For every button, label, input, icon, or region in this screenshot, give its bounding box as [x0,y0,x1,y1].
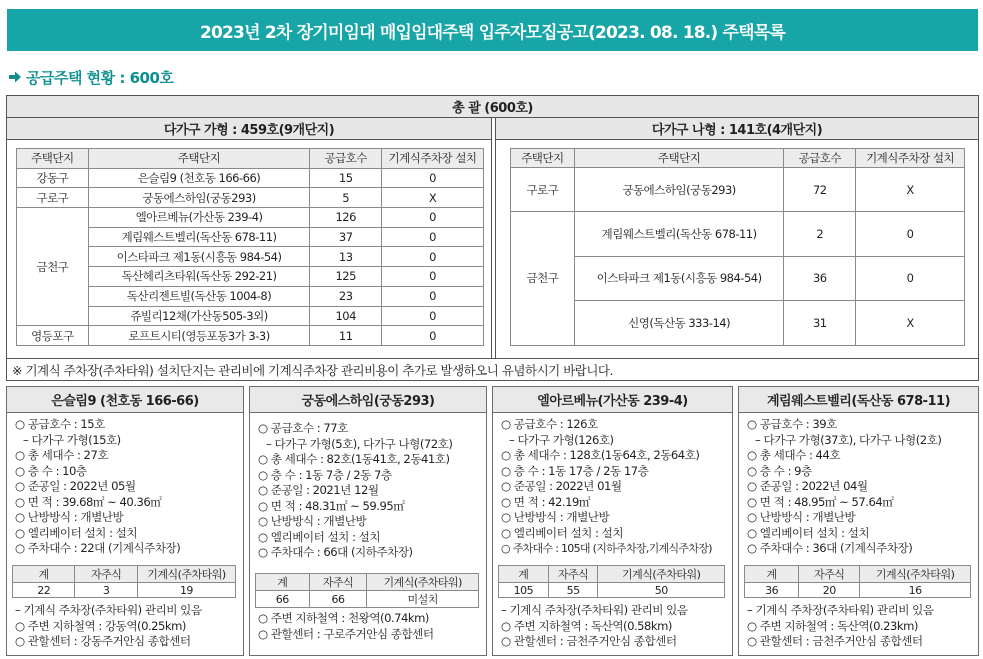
units-cell: 125 [310,267,382,287]
table-row [511,212,965,256]
units-cell: 5 [310,188,382,208]
complex-name-cell: 궁동에스하임(궁동293) [574,168,784,212]
district-cell: 강동구 [17,168,89,188]
column-header: 주택단지 [88,149,310,169]
card-details [501,417,712,557]
table-row [511,168,965,212]
units-cell: 104 [310,306,382,326]
detail-line: ○ 공급호수 : 77호 [258,421,348,435]
detail-line: – 기계식 주차장(주차타워) 관리비 있음 [501,603,688,617]
detail-line: ○ 층 수 : 9층 [747,463,812,478]
district-cell: 구로구 [17,188,89,208]
detail-line: ○ 공급호수 : 39호 [747,417,837,431]
detail-line: ○ 총 세대수 : 27호 [15,448,109,462]
card-details [15,417,180,557]
card-extra [258,611,434,642]
mech-parking-cell: 0 [382,326,484,346]
type-ga-title: 다가구 가형 : 459호(9개단지) [7,118,491,140]
district-cell: 금천구 [17,208,89,326]
table-header-row [17,149,484,169]
table-row [256,591,479,608]
detail-line: ○ 관할센터 : 금천주거안심 종합센터 [501,634,677,648]
units-cell: 126 [310,208,382,228]
detail-line: ○ 면 적 : 48.31㎡ ~ 59.95㎡ [258,498,405,513]
detail-line: ○ 주변 지하철역 : 독산역(0.23km) [747,618,918,633]
complex-name-cell: 이스타파크 제1동(시흥동 984-54) [88,247,310,267]
complex-name-cell: 로프트시티(영등포동3가 3-3) [88,326,310,346]
page-banner-title: 2023년 2차 장기미임대 매입임대주택 입주자모집공고(2023. 08. 18.) 주택목록 [7,9,978,51]
type-na-table [510,148,965,346]
mech-parking-cell: 0 [382,267,484,287]
units-cell: 31 [784,301,856,345]
table-row [745,583,971,598]
table-row [17,326,484,346]
mech-parking-cell: 0 [856,256,965,300]
complex-card [6,386,244,656]
complex-name-cell: 엘아르베뉴(가산동 239-4) [88,208,310,228]
detail-line: ○ 난방방식 : 개별난방 [258,514,367,528]
column-header: 주택단지 [511,149,575,168]
parking-self: 66 [309,591,367,608]
parking-self: 20 [799,583,860,598]
section-heading-text: 공급주택 현황 : 600호 [26,68,174,87]
detail-line: ○ 총 세대수 : 128호(1동64호, 2동64호) [501,448,700,462]
units-cell: 11 [310,326,382,346]
parking-table [255,573,479,608]
column-header: 자주식 [548,566,598,583]
column-header: 계 [745,566,799,583]
complex-name-cell: 독산헤리츠타워(독산동 292-21) [88,267,310,287]
parking-total: 36 [745,583,799,598]
table-row [17,168,484,188]
detail-line: ○ 층 수 : 10층 [15,463,87,478]
detail-line: ○ 주차대수 : 22대 (기계식주차장) [15,541,181,555]
table-header-row [511,149,965,168]
table-row [13,583,236,598]
detail-line: ○ 준공일 : 2022년 05월 [15,479,136,493]
column-header: 자주식 [309,574,367,591]
column-header: 자주식 [75,566,137,583]
complex-name-cell: 궁동에스하임(궁동293) [88,188,310,208]
district-cell: 구로구 [511,168,575,212]
card-extra [747,603,934,650]
column-header: 계 [13,566,75,583]
column-header: 기계식(주차타워) [598,566,725,583]
detail-line: – 기계식 주차장(주차타워) 관리비 있음 [15,603,202,617]
table-header-row [499,566,725,583]
summary-panel [6,95,979,381]
mech-parking-cell: 0 [382,306,484,326]
mech-parking-cell: X [856,168,965,212]
card-extra [501,603,688,650]
card-title: 엘아르베뉴(가산동 239-4) [493,387,732,413]
complex-card [249,386,487,656]
column-header: 기계식주차장 설치 [856,149,965,168]
column-header: 계 [256,574,310,591]
table-row [511,301,965,345]
complex-name-cell: 신영(독산동 333-14) [574,301,784,345]
parking-table [12,565,236,598]
detail-line: ○ 엘리베이터 설치 : 설치 [747,525,870,540]
type-ga-table [16,148,484,346]
column-header: 공급호수 [310,149,382,169]
mech-parking-cell: X [382,188,484,208]
detail-line: ○ 준공일 : 2021년 12월 [258,483,379,497]
complex-name-cell: 은슬림9 (천호동 166-66) [88,168,310,188]
district-cell: 금천구 [511,212,575,345]
complex-card [738,386,979,656]
units-cell: 36 [784,256,856,300]
detail-line: ○ 주변 지하철역 : 독산역(0.58km) [501,618,672,633]
card-title: 은슬림9 (천호동 166-66) [7,387,243,413]
complex-card [492,386,733,656]
mech-parking-cell: 0 [382,208,484,228]
units-cell: 2 [784,212,856,256]
detail-line: ○ 준공일 : 2022년 04월 [747,479,868,493]
detail-line: – 다가구 가형(15호) [23,432,121,447]
units-cell: 23 [310,286,382,306]
arrow-right-icon [8,70,22,84]
detail-line: ○ 면 적 : 42.19㎡ [501,494,590,509]
detail-line: ○ 엘리베이터 설치 : 설치 [258,529,381,544]
detail-line: ○ 주변 지하철역 : 강동역(0.25km) [15,618,186,633]
table-header-row [13,566,236,583]
district-cell: 영등포구 [17,326,89,346]
type-na-title: 다가구 나형 : 141호(4개단지) [496,118,978,140]
column-header: 공급호수 [784,149,856,168]
mech-parking-cell: 0 [382,227,484,247]
column-header: 기계식주차장 설치 [382,149,484,169]
detail-line: ○ 주차대수 : 66대 (지하주차장) [258,545,413,559]
parking-table [498,565,725,598]
units-cell: 37 [310,227,382,247]
detail-line: ○ 총 세대수 : 82호(1동41호, 2동41호) [258,452,450,466]
detail-line: ○ 관할센터 : 구로주거안심 종합센터 [258,626,434,641]
detail-line: ○ 주변 지하철역 : 천왕역(0.74km) [258,611,429,625]
column-header: 기계식(주차타워) [860,566,971,583]
detail-line: ○ 면 적 : 39.68㎡ ~ 40.36㎡ [15,494,162,509]
detail-line: – 다가구 가형(126호) [509,432,614,447]
detail-line: ○ 관할센터 : 강동주거안심 종합센터 [15,634,191,648]
type-na-panel [495,118,978,358]
complex-name-cell: 쥬빌리12채(가산동505-3외) [88,306,310,326]
card-details [258,421,452,561]
card-title: 궁동에스하임(궁동293) [250,387,486,413]
table-row [499,583,725,598]
table-header-row [256,574,479,591]
complex-name-cell: 독산리젠트빌(독산동 1004-8) [88,286,310,306]
table-row [511,256,965,300]
mech-parking-cell: 0 [382,168,484,188]
parking-self: 3 [75,583,137,598]
detail-line: ○ 면 적 : 48.95㎡ ~ 57.64㎡ [747,494,894,509]
parking-mechanical: 미설치 [367,591,479,608]
card-title: 계림웨스트벨리(독산동 678-11) [739,387,978,413]
detail-line: ○ 엘리베이터 설치 : 설치 [15,525,138,540]
detail-line: ○ 준공일 : 2022년 01월 [501,479,622,493]
card-extra [15,603,202,650]
column-header: 주택단지 [574,149,784,168]
mech-parking-cell: 0 [856,212,965,256]
section-heading [8,67,173,87]
column-header: 기계식(주차타워) [367,574,479,591]
parking-notice: ※ 기계식 주차장(주차타워) 설치단지는 관리비에 기계식주차장 관리비용이 추가로 발생하오니 유념하시기 바랍니다. [7,358,978,380]
complex-name-cell: 계림웨스트벨리(독산동 678-11) [88,227,310,247]
detail-line: – 기계식 주차장(주차타워) 관리비 있음 [747,603,934,617]
mech-parking-cell: 0 [382,247,484,267]
table-row [17,208,484,228]
mech-parking-cell: X [856,301,965,345]
complex-name-cell: 이스타파크 제1동(시흥동 984-54) [574,256,784,300]
parking-total: 105 [499,583,549,598]
detail-line: ○ 난방방식 : 개별난방 [15,510,124,524]
detail-line: ○ 층 수 : 1동 17층 / 2동 17층 [501,463,649,478]
units-cell: 13 [310,247,382,267]
mech-parking-cell: 0 [382,286,484,306]
column-header: 주택단지 [17,149,89,169]
detail-line: ○ 층 수 : 1동 7층 / 2동 7층 [258,467,392,482]
parking-table [744,565,971,598]
detail-line: ○ 공급호수 : 126호 [501,417,598,431]
parking-total: 66 [256,591,310,608]
detail-line: ○ 주차대수 : 105대 (지하주차장,기계식주차장) [501,542,712,555]
detail-line: ○ 엘리베이터 설치 : 설치 [501,525,624,540]
column-header: 기계식(주차타워) [137,566,235,583]
detail-line: ○ 관할센터 : 금천주거안심 종합센터 [747,634,923,648]
table-header-row [745,566,971,583]
parking-mechanical: 16 [860,583,971,598]
detail-line: ○ 난방방식 : 개별난방 [747,510,856,524]
parking-self: 55 [548,583,598,598]
parking-mechanical: 50 [598,583,725,598]
column-header: 자주식 [799,566,860,583]
complex-name-cell: 계림웨스트벨리(독산동 678-11) [574,212,784,256]
table-row [17,188,484,208]
summary-title: 총 괄 (600호) [7,96,978,118]
detail-line: ○ 주차대수 : 36대 (기계식주차장) [747,541,913,555]
units-cell: 15 [310,168,382,188]
detail-line: ○ 난방방식 : 개별난방 [501,510,610,524]
type-ga-panel [7,118,492,358]
detail-line: ○ 총 세대수 : 44호 [747,448,841,462]
detail-line: – 다가구 가형(5호), 다가구 나형(72호) [266,436,453,451]
parking-mechanical: 19 [137,583,235,598]
detail-line: ○ 공급호수 : 15호 [15,417,105,431]
units-cell: 72 [784,168,856,212]
detail-line: – 다가구 가형(37호), 다가구 나형(2호) [755,432,942,447]
column-header: 계 [499,566,549,583]
parking-total: 22 [13,583,75,598]
card-details [747,417,941,557]
